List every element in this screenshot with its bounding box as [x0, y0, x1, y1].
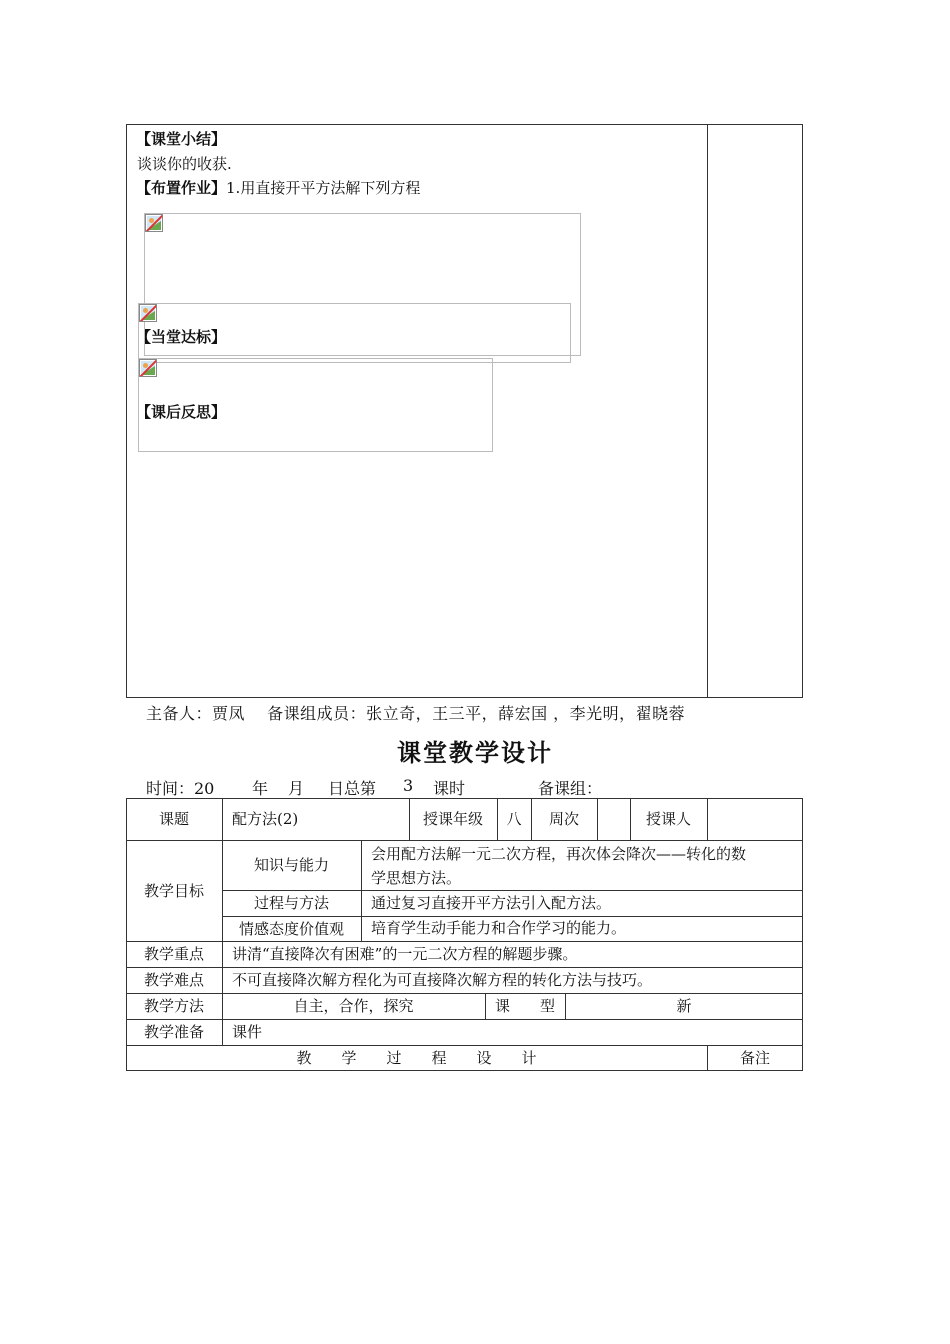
homework-text: 1.用直接开平方法解下列方程	[226, 179, 421, 197]
knowledge-value-line2: 学思想方法。	[371, 869, 462, 887]
info-group-label: 备课组：	[538, 779, 603, 798]
prep-label: 教学准备	[143, 1023, 204, 1041]
grade-value: 八	[506, 810, 522, 828]
info-year: 年	[252, 779, 269, 798]
remark-column-divider	[707, 124, 708, 698]
keypoint-label: 教学重点	[143, 945, 204, 963]
standard-heading: 【当堂达标】	[136, 328, 227, 346]
teacher-label: 授课人	[645, 810, 691, 828]
type-value: 新	[676, 997, 692, 1015]
preparers-line: 主备人：贾凤 备课组成员：张立奇，王三平，薛宏国 ，李光明，翟晓蓉	[146, 704, 686, 723]
design-process-label: 教 学 过 程 设 计	[296, 1049, 537, 1067]
process-label: 过程与方法	[253, 894, 329, 912]
keypoint-value: 讲清“直接降次有困难”的一元二次方程的解题步骤。	[232, 944, 578, 963]
info-lesson-unit: 课时	[433, 779, 466, 798]
grade-label: 授课年级	[422, 810, 483, 828]
emotion-label: 情感态度价值观	[238, 919, 344, 938]
knowledge-label: 知识与能力	[253, 856, 329, 874]
method-value: 自主，合作，探究	[293, 997, 414, 1015]
difficulty-value: 不可直接降次解方程化为可直接降次解方程的转化方法与技巧。	[232, 970, 653, 989]
goals-label: 教学目标	[143, 881, 204, 900]
info-time-label: 时间：20	[146, 779, 215, 798]
row-divider	[126, 1019, 803, 1020]
week-label: 周次	[548, 810, 579, 828]
remark-label: 备注	[739, 1049, 770, 1067]
knowledge-value-line1: 会用配方法解一元二次方程，再次体会降次——转化的数	[371, 845, 747, 863]
document-title: 课堂教学设计	[397, 739, 553, 767]
broken-image-icon	[139, 304, 157, 322]
emotion-value: 培育学生动手能力和合作学习的能力。	[371, 919, 627, 937]
broken-image-icon	[145, 214, 163, 232]
topic-value: 配方法(2)	[232, 809, 299, 828]
prep-value: 课件	[232, 1022, 263, 1041]
col-divider	[361, 840, 362, 941]
method-label: 教学方法	[143, 997, 204, 1015]
info-month: 月	[288, 779, 305, 798]
broken-image-icon	[139, 359, 157, 377]
type-label: 课 型	[494, 997, 555, 1015]
topic-label: 课题	[158, 810, 189, 828]
homework-heading: 【布置作业】	[136, 179, 227, 197]
summary-heading: 【课堂小结】	[136, 130, 227, 148]
homework-line	[136, 177, 420, 198]
summary-text: 谈谈你的收获.	[137, 155, 232, 173]
difficulty-label: 教学难点	[143, 971, 204, 989]
process-value: 通过复习直接开平方法引入配方法。	[371, 893, 612, 912]
teacher-value	[707, 798, 803, 840]
info-lesson-number: 3	[403, 776, 414, 795]
week-value	[597, 798, 630, 840]
reflection-heading: 【课后反思】	[136, 403, 227, 421]
info-day-total: 日总第	[328, 779, 377, 798]
